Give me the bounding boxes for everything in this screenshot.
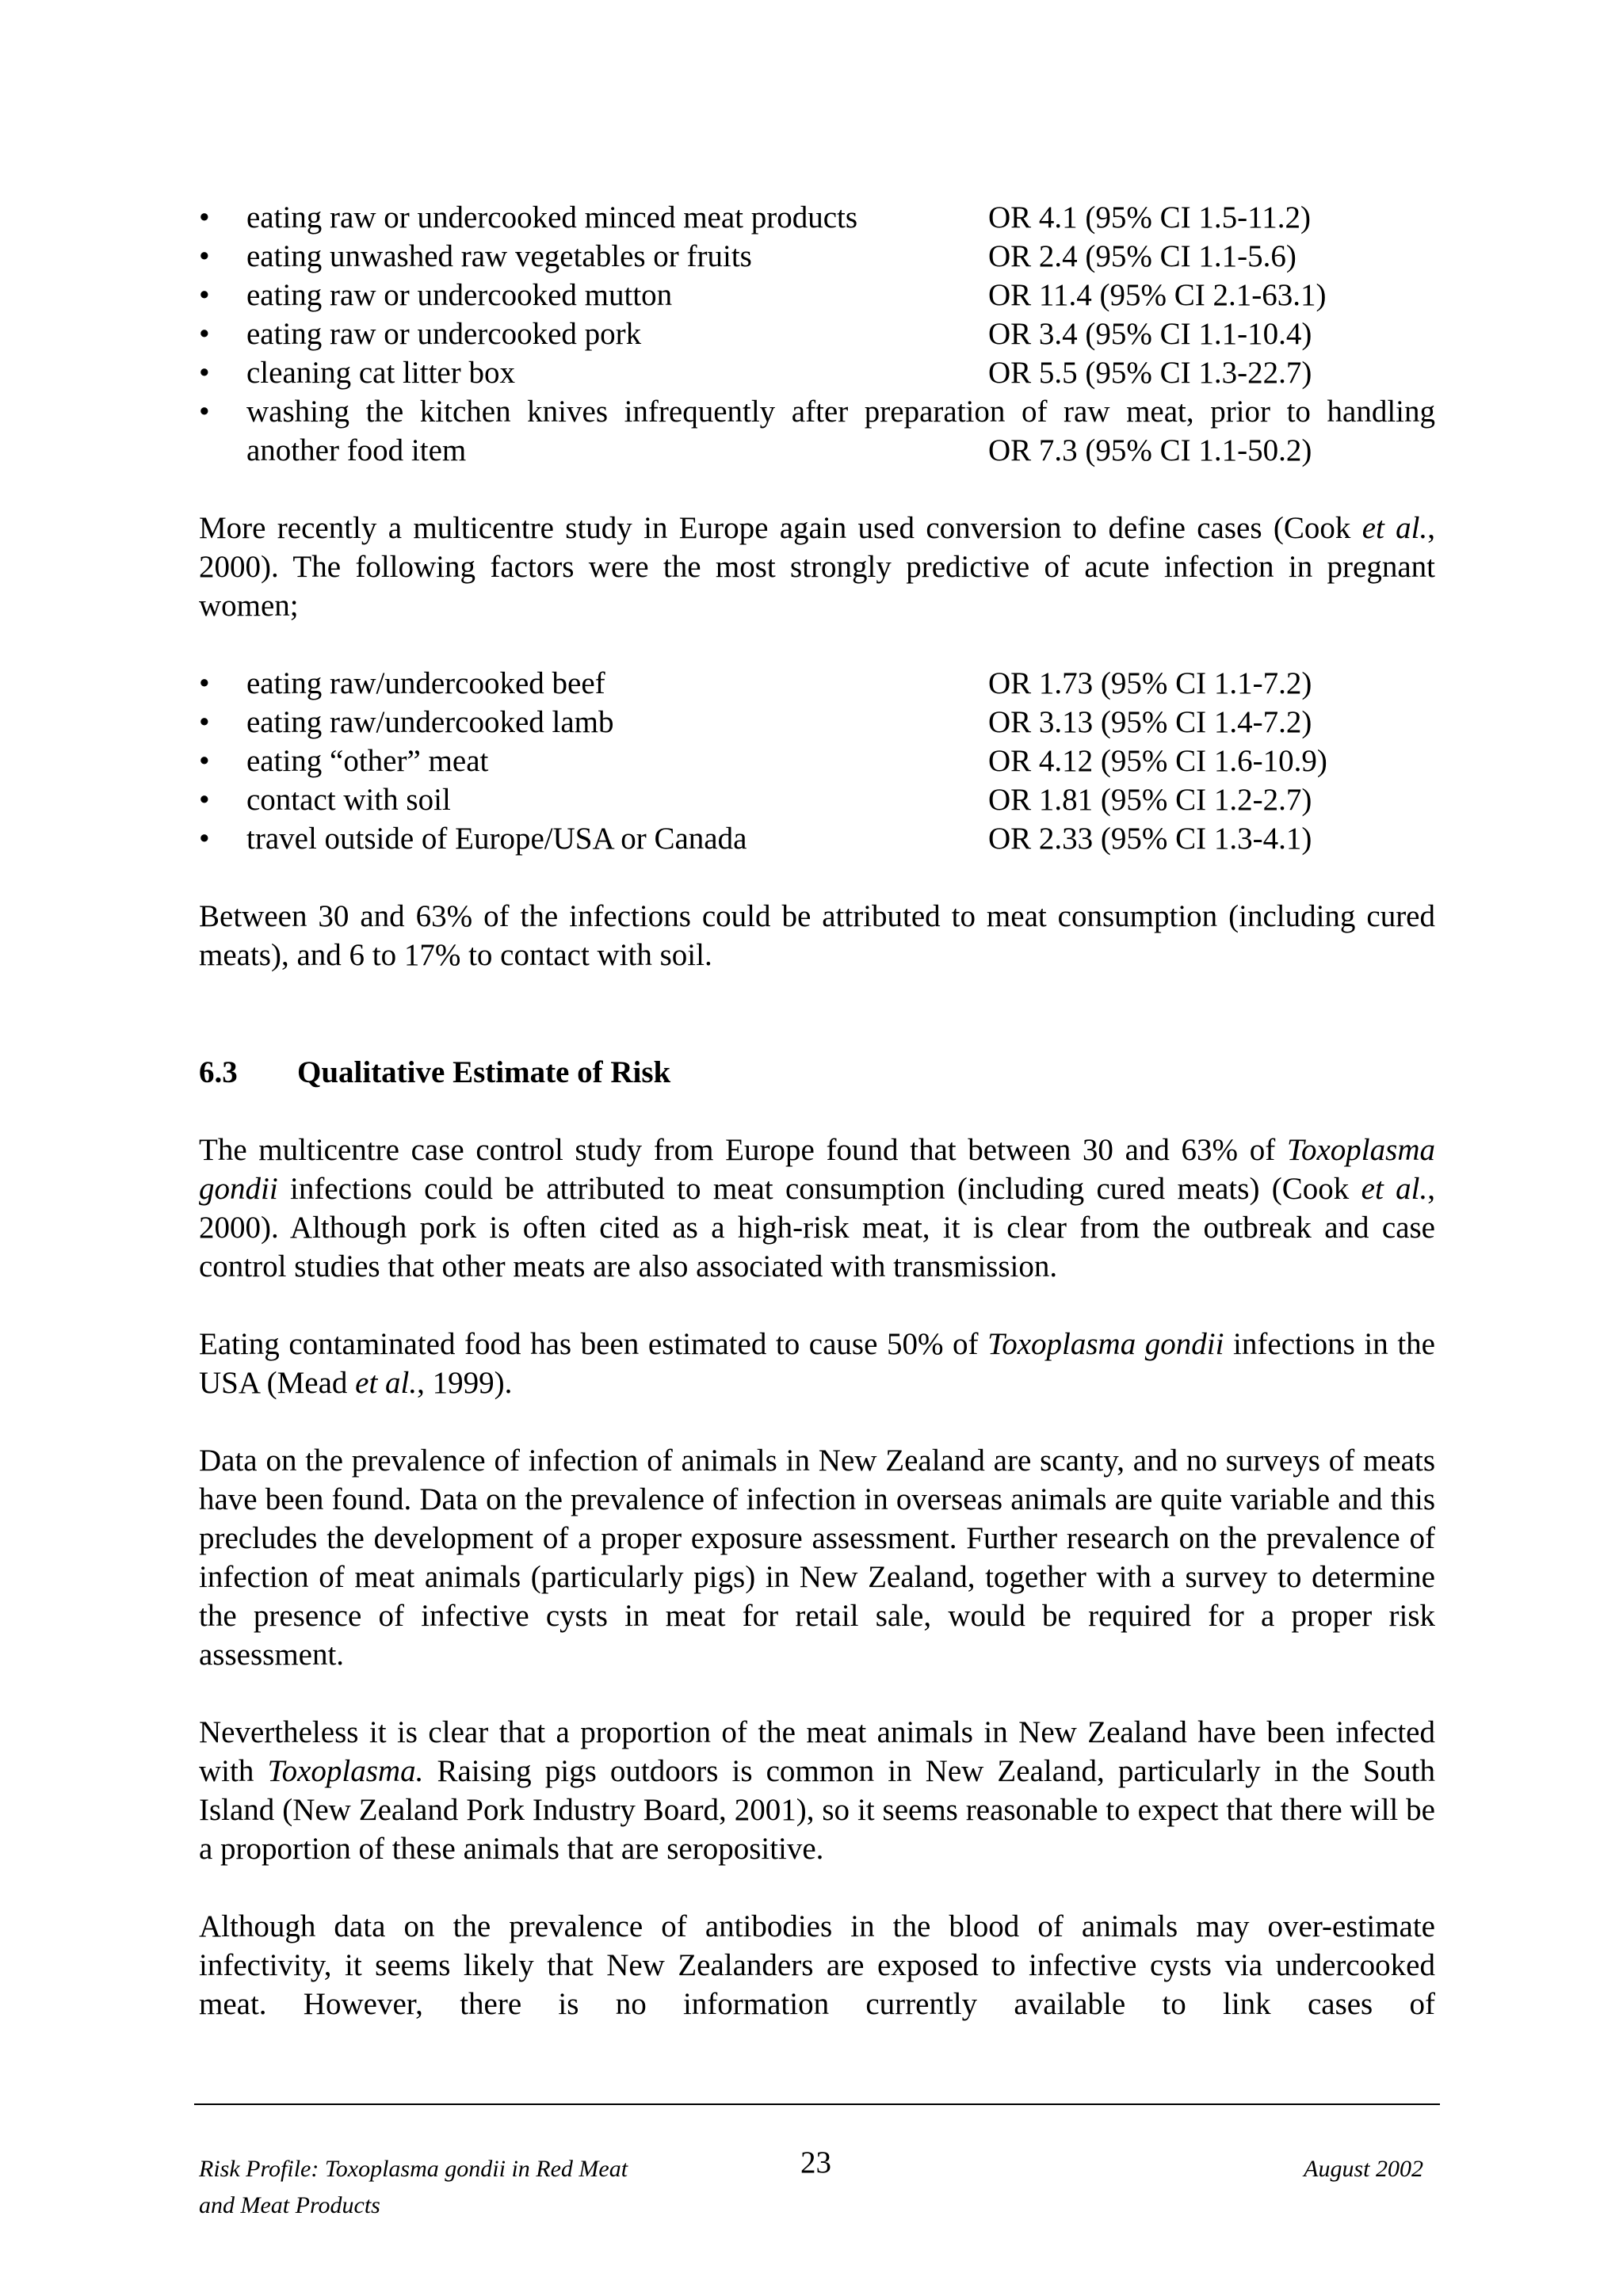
- bullet: •: [199, 705, 210, 739]
- footer-document-title: Risk Profile: Toxoplasma gondii in Red Meat and Meat Products: [199, 2156, 628, 2218]
- list-item: [199, 353, 1435, 392]
- risk-factor: eating raw or undercooked pork: [246, 317, 642, 351]
- odds-ratio: OR 7.3 (95% CI 1.1-50.2): [988, 433, 1312, 467]
- risk-factor: eating raw or undercooked minced meat products: [246, 200, 858, 235]
- bullet: •: [199, 200, 210, 235]
- paragraph-case-control: The multicentre case control study from Europe found that between 30 and 63% of Toxoplasma gondii infections could be attributed to meat consumption (including cured meats) (Cook et al., 2000). Although pork is often cited as a high-risk meat, it is clear from the outbreak and case control studies that other meats are also associated with transmission.: [199, 1133, 1435, 1283]
- list-item: [199, 703, 1435, 742]
- bullet: •: [199, 317, 210, 351]
- odds-ratio: OR 1.73 (95% CI 1.1-7.2): [988, 666, 1312, 700]
- list-item: [199, 780, 1435, 819]
- section-title: Qualitative Estimate of Risk: [297, 1055, 671, 1089]
- list-item: [199, 276, 1435, 315]
- bullet: •: [199, 356, 210, 390]
- page-number: 23: [800, 2145, 831, 2180]
- bullet: •: [199, 744, 210, 778]
- list-item: [199, 819, 1435, 858]
- paragraph-antibodies: Although data on the prevalence of antibodies in the blood of animals may over-estimate infectivity, it seems likely that New Zealanders are exposed to infective cysts via undercooked meat. However, there is no information currently available to link cases of: [199, 1909, 1435, 2021]
- risk-factor: cleaning cat litter box: [246, 356, 515, 390]
- paragraph-multicentre-study: More recently a multicentre study in Europe again used conversion to define cases (Cook et al., 2000). The following factors were the most strongly predictive of acute infection in pregnant women;: [199, 511, 1435, 623]
- risk-factor: eating “other” meat: [246, 744, 489, 778]
- risk-factor: contact with soil: [246, 783, 451, 817]
- footer-divider: [194, 2103, 1440, 2105]
- bullet: •: [199, 783, 210, 817]
- footer-date: August 2002: [1304, 2156, 1423, 2182]
- odds-ratio: OR 4.1 (95% CI 1.5-11.2): [988, 200, 1311, 235]
- odds-ratio: OR 2.33 (95% CI 1.3-4.1): [988, 822, 1312, 856]
- odds-ratio: OR 3.4 (95% CI 1.1-10.4): [988, 317, 1312, 351]
- bullet: •: [199, 822, 210, 856]
- risk-factor: another food item: [246, 433, 467, 467]
- list-item: [199, 664, 1435, 703]
- risk-factor: eating raw or undercooked mutton: [246, 278, 673, 312]
- paragraph-prevalence-data: Data on the prevalence of infection of animals in New Zealand are scanty, and no surveys of meats have been found. Data on the prevalence of infection in overseas animals are quite variable and this precludes the development of a proper exposure assessment. Further research on the prevalence of infection of meat animals (particularly pigs) in New Zealand, together with a survey to determine the presence of infective cysts in meat for retail sale, would be required for a proper risk assessment.: [199, 1444, 1435, 1672]
- odds-ratio: OR 1.81 (95% CI 1.2-2.7): [988, 783, 1312, 817]
- risk-factor: eating raw/undercooked lamb: [246, 705, 614, 739]
- odds-ratio: OR 3.13 (95% CI 1.4-7.2): [988, 705, 1312, 739]
- risk-factor-line: washing the kitchen knives infrequently after preparation of raw meat, prior to handling: [246, 395, 1435, 429]
- odds-ratio: OR 4.12 (95% CI 1.6-10.9): [988, 744, 1327, 778]
- list-item: [199, 742, 1435, 780]
- risk-factor-list-2: [199, 664, 1435, 858]
- list-item: [199, 392, 1435, 470]
- page-body: [199, 198, 1435, 2023]
- risk-factor: eating unwashed raw vegetables or fruits: [246, 239, 752, 273]
- bullet: •: [199, 239, 210, 273]
- risk-factor: travel outside of Europe/USA or Canada: [246, 822, 747, 856]
- bullet: •: [199, 395, 210, 429]
- odds-ratio: OR 2.4 (95% CI 1.1-5.6): [988, 239, 1296, 273]
- list-item: [199, 315, 1435, 353]
- paragraph-attribution: Between 30 and 63% of the infections could be attributed to meat consumption (including cured meats), and 6 to 17% to contact with soil.: [199, 899, 1435, 972]
- paragraph-nevertheless: Nevertheless it is clear that a proportion of the meat animals in New Zealand have been infected with Toxoplasma. Raising pigs outdoors is common in New Zealand, particularly in the South Island (New Zealand Pork Industry Board, 2001), so it seems reasonable to expect that there will be a proportion of these animals that are seropositive.: [199, 1715, 1435, 1866]
- odds-ratio: OR 5.5 (95% CI 1.3-22.7): [988, 356, 1312, 390]
- odds-ratio: OR 11.4 (95% CI 2.1-63.1): [988, 278, 1327, 312]
- section-number: 6.3: [199, 1055, 238, 1089]
- list-item: [199, 198, 1435, 237]
- bullet: •: [199, 278, 210, 312]
- list-item: [199, 237, 1435, 276]
- risk-factor: eating raw/undercooked beef: [246, 666, 605, 700]
- section-heading: [199, 1053, 1435, 1092]
- risk-factor-list-1: [199, 198, 1435, 470]
- bullet: •: [199, 666, 210, 700]
- paragraph-usa-estimate: Eating contaminated food has been estimated to cause 50% of Toxoplasma gondii infections in the USA (Mead et al., 1999).: [199, 1327, 1435, 1400]
